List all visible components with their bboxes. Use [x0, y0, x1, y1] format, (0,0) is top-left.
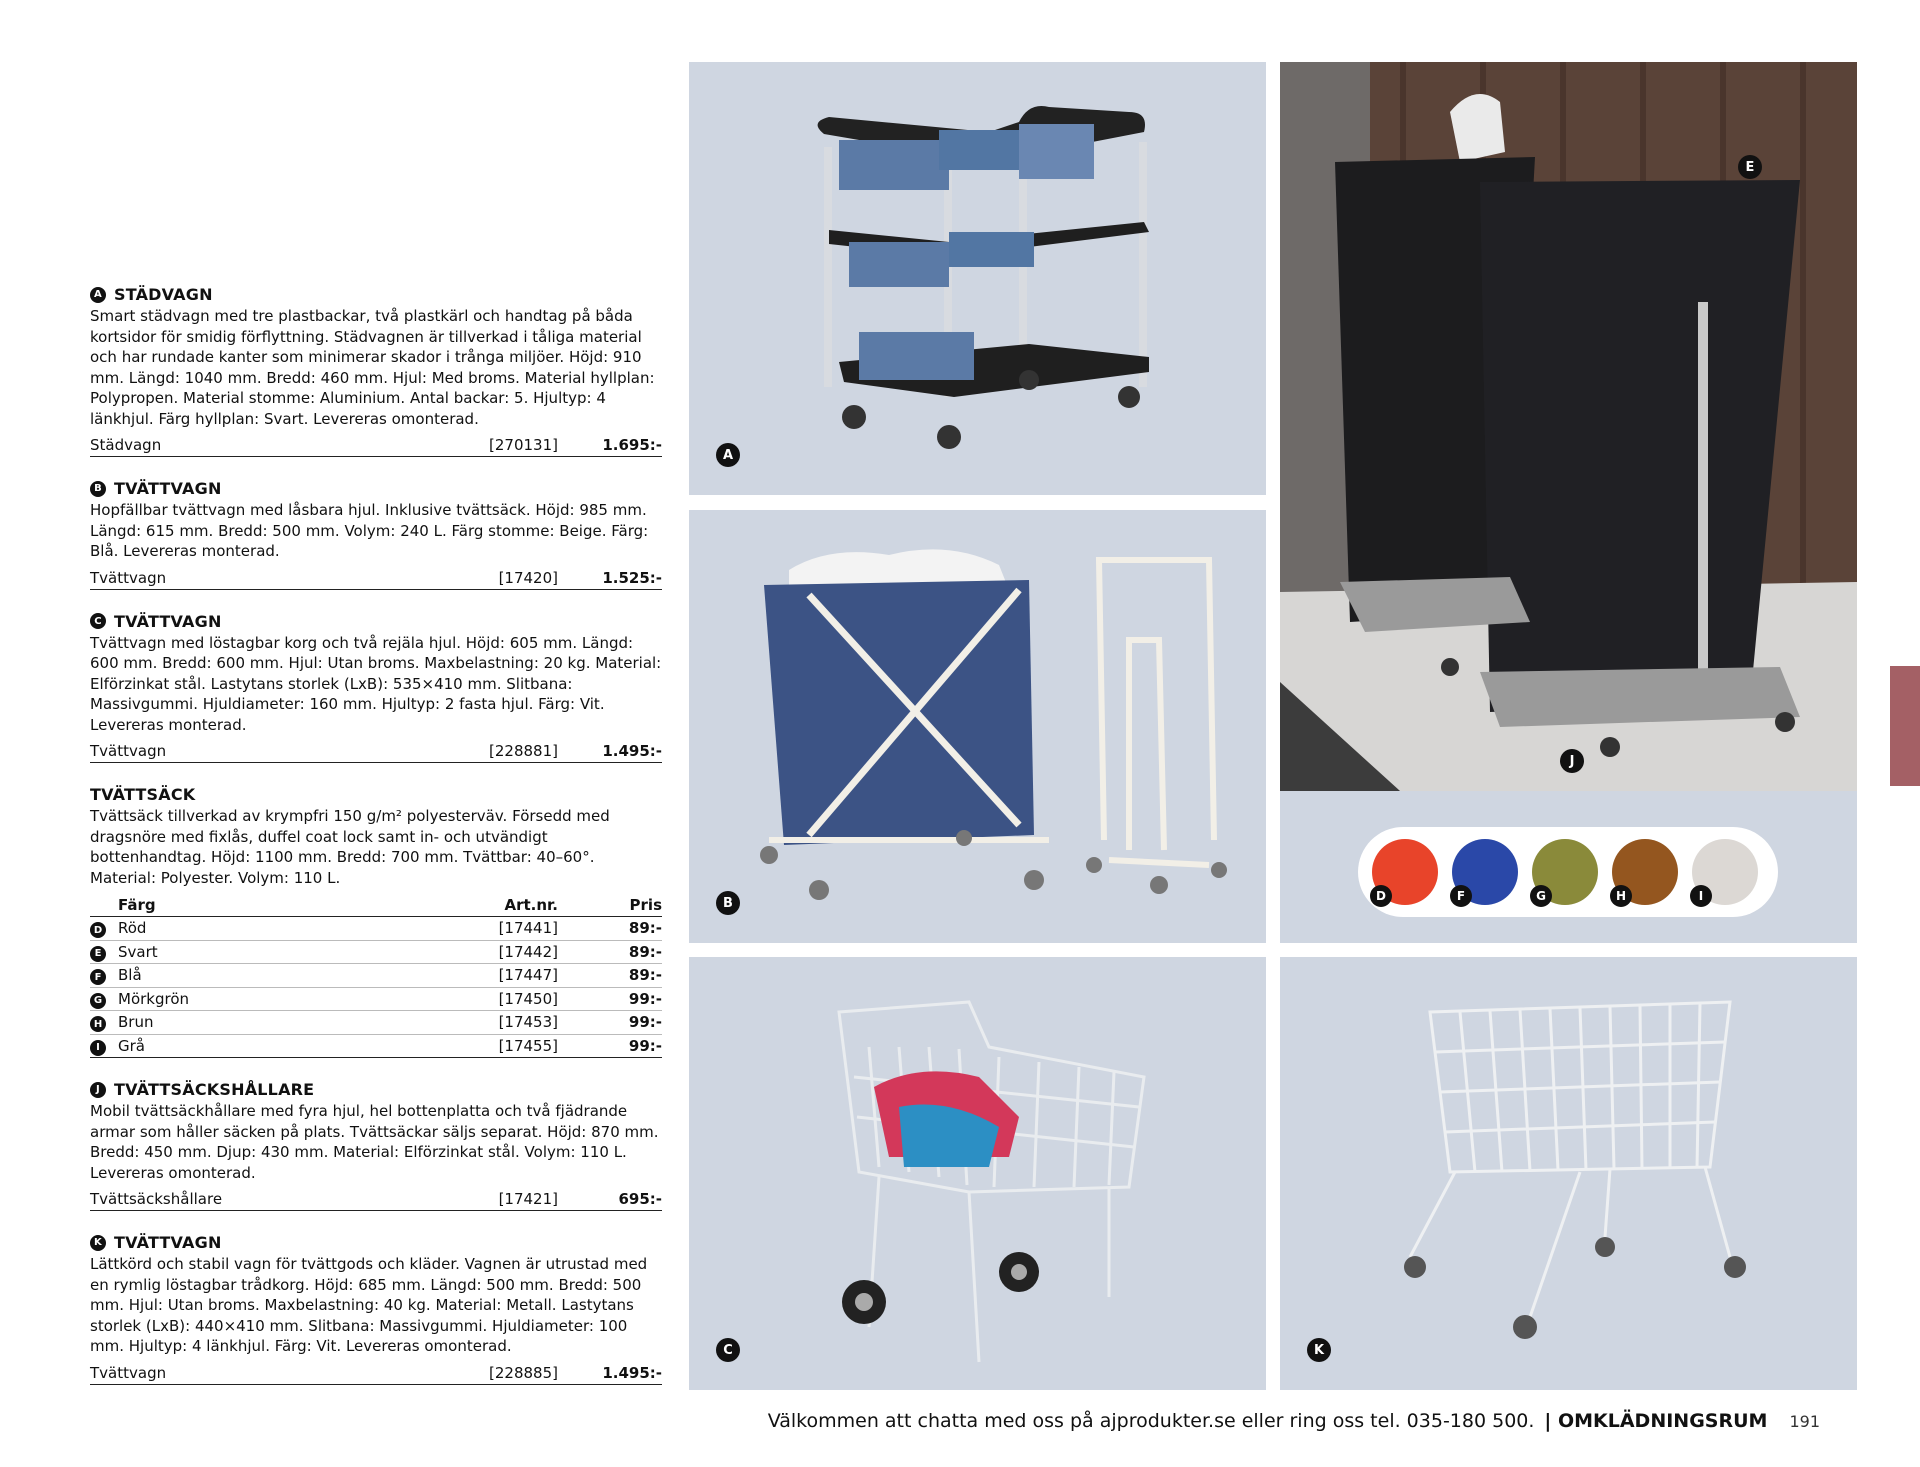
product-sack-heading	[90, 785, 662, 804]
table-row	[90, 917, 662, 941]
price: 1.525:-	[602, 568, 662, 587]
color-name: Blå	[118, 966, 142, 985]
article-number: [17447]	[498, 966, 558, 985]
letter-badge: F	[90, 969, 106, 985]
product-name: Tvättvagn	[90, 742, 167, 760]
photo-wire-laundry-cart	[689, 957, 1266, 1390]
article-number: [17455]	[498, 1036, 558, 1055]
price: 1.495:-	[602, 1363, 662, 1382]
product-a	[90, 285, 662, 457]
page-number: 191	[1789, 1412, 1820, 1431]
product-text-column	[90, 285, 662, 1407]
price: 99:-	[628, 989, 662, 1008]
letter-badge: A	[90, 287, 106, 303]
product-name: Tvättvagn	[90, 568, 167, 587]
sack-holders-illustration	[1280, 62, 1857, 791]
article-number: [17441]	[498, 919, 558, 938]
color-name: Brun	[118, 1013, 154, 1032]
article-number: [17442]	[498, 942, 558, 961]
swatch-red	[1372, 839, 1438, 905]
swatch-label: F	[1450, 885, 1472, 907]
footer-section: | OMKLÄDNINGSRUM	[1544, 1410, 1768, 1432]
swatch-pill	[1358, 827, 1778, 917]
price: 89:-	[628, 942, 662, 961]
footer-contact-text: Välkommen att chatta med oss på ajprodukter.se eller ring oss tel. 035-180 500.	[767, 1410, 1535, 1432]
cleaning-cart-illustration	[689, 62, 1266, 495]
price: 1.695:-	[602, 436, 662, 454]
product-j-description: Mobil tvättsäckhållare med fyra hjul, hel bottenplatta och två fjädrande armar som håller säcken på plats. Tvättsäckar säljs separat. Höjd: 870 mm. Bredd: 450 mm. Djup: 430 mm. Material: Elförzinkat stål. Volym: 110 L. Levereras omonterad.	[90, 1102, 659, 1182]
color-swatch-panel	[1280, 791, 1857, 943]
product-k-description: Lättkörd och stabil vagn för tvättgods och kläder. Vagnen är utrustad med en rymlig löstagbar trådkorg. Höjd: 685 mm. Längd: 500 mm. Bredd: 500 mm. Hjul: Utan broms. Maxbelastning: 40 kg. Material: Metall. Lastytans storlek (LxB): 440×410 mm. Slitbana: Massivgummi. Hjuldiameter: 100 mm. Hjultyp: 4 länkhjul. Färg: Vit. Levereras omonterad.	[90, 1255, 648, 1355]
article-number: [17453]	[498, 1013, 558, 1032]
product-b-description: Hopfällbar tvättvagn med låsbara hjul. Inklusive tvättsäck. Höjd: 985 mm. Längd: 615 mm. Bredd: 500 mm. Volym: 240 L. Färg stomme: Beige. Färg: Blå. Levereras monterad.	[90, 501, 649, 560]
photo-label-k: K	[1307, 1338, 1331, 1362]
product-name: Tvättsäckshållare	[90, 1190, 223, 1208]
swatch-blue	[1452, 839, 1518, 905]
swatch-label: G	[1530, 885, 1552, 907]
price: 695:-	[618, 1190, 662, 1208]
product-name: Tvättvagn	[90, 1363, 167, 1382]
product-b-title: TVÄTTVAGN	[114, 479, 222, 498]
product-c-heading	[90, 612, 662, 631]
product-k-heading	[90, 1233, 662, 1252]
photo-label-j: J	[1560, 749, 1584, 773]
table-row	[90, 964, 662, 988]
photo-label-a: A	[716, 443, 740, 467]
table-row	[90, 1011, 662, 1035]
price: 99:-	[628, 1013, 662, 1032]
photo-label-c: C	[716, 1338, 740, 1362]
color-name: Mörkgrön	[118, 989, 190, 1008]
letter-badge: E	[90, 946, 106, 962]
foldable-cart-illustration	[689, 510, 1266, 943]
product-c-title: TVÄTTVAGN	[114, 611, 222, 631]
wire-trolley-illustration	[1280, 957, 1857, 1390]
product-sack-title: TVÄTTSÄCK	[90, 785, 196, 804]
product-sack-description: Tvättsäck tillverkad av krympfri 150 g/m² polyesterväv. Försedd med dragsnöre med fixlås, duffel coat lock samt in- och utvändigt bottenhandtag. Höjd: 1100 mm. Bredd: 700 mm. Tvättbar: 40–60°. Material: Polyester. Volym: 110 L.	[90, 807, 610, 887]
letter-badge: D	[90, 922, 106, 938]
article-number: [228881]	[489, 742, 558, 760]
product-c	[90, 612, 662, 764]
col-price: Pris	[629, 896, 662, 914]
article-number: [270131]	[489, 436, 558, 454]
product-b-heading	[90, 479, 662, 498]
letter-badge: G	[90, 993, 106, 1009]
photo-cleaning-cart	[689, 62, 1266, 495]
product-name: Städvagn	[90, 436, 162, 454]
product-sack	[90, 785, 662, 1058]
color-name: Svart	[118, 942, 158, 961]
page-footer	[768, 1410, 1820, 1432]
color-name: Röd	[118, 919, 147, 938]
price: 1.495:-	[602, 742, 662, 760]
swatch-label: H	[1610, 885, 1632, 907]
letter-badge: C	[90, 613, 106, 629]
section-side-tab	[1890, 666, 1920, 786]
letter-badge: B	[90, 481, 106, 497]
letter-badge: H	[90, 1016, 106, 1032]
sack-variant-table	[90, 896, 662, 1058]
swatch-label: I	[1690, 885, 1712, 907]
photo-foldable-laundry-cart	[689, 510, 1266, 943]
article-number: [17450]	[498, 989, 558, 1008]
table-row	[90, 941, 662, 965]
product-k-price-line	[90, 1360, 662, 1385]
photo-laundry-sack-holders	[1280, 62, 1857, 791]
product-c-description: Tvättvagn med löstagbar korg och två rejäla hjul. Höjd: 605 mm. Längd: 600 mm. Bredd: 600 mm. Hjul: Utan broms. Maxbelastning: 20 kg. Material: Elförzinkat stål. Lastytans storlek (LxB): 535×410 mm. Slitbana: Massivgummi. Hjuldiameter: 160 mm. Hjultyp: 2 fasta hjul. Färg: Vit. Levereras monterad.	[90, 633, 662, 734]
swatch-brown	[1612, 839, 1678, 905]
swatch-dark-green	[1532, 839, 1598, 905]
letter-badge: K	[90, 1235, 106, 1251]
product-j-heading	[90, 1080, 662, 1099]
table-row	[90, 988, 662, 1012]
col-art: Art.nr.	[504, 896, 558, 914]
letter-badge: J	[90, 1082, 106, 1098]
price: 89:-	[628, 966, 662, 985]
article-number: [17421]	[498, 1190, 558, 1208]
product-b-price-line	[90, 565, 662, 590]
color-name: Grå	[118, 1036, 145, 1055]
letter-badge: I	[90, 1040, 106, 1056]
product-b	[90, 479, 662, 590]
product-j-price-line	[90, 1186, 662, 1211]
price: 89:-	[628, 919, 662, 938]
price: 99:-	[628, 1036, 662, 1055]
photo-wire-basket-trolley	[1280, 957, 1857, 1390]
photo-label-e: E	[1738, 155, 1762, 179]
product-j	[90, 1080, 662, 1211]
product-c-price-line	[90, 738, 662, 763]
table-header	[90, 896, 662, 917]
col-color: Färg	[118, 896, 156, 914]
product-k-title: TVÄTTVAGN	[114, 1233, 222, 1252]
swatch-grey	[1692, 839, 1758, 905]
wire-cart-illustration	[689, 957, 1266, 1390]
swatch-label: D	[1370, 885, 1392, 907]
table-row	[90, 1035, 662, 1058]
photo-label-b: B	[716, 891, 740, 915]
product-a-description: Smart städvagn med tre plastbackar, två plastkärl och handtag på båda kortsidor för smidig förflyttning. Städvagnen är tillverkad i tåliga material och har rundade kanter som minimerar skador i trånga miljöer. Höjd: 910 mm. Längd: 1040 mm. Bredd: 460 mm. Hjul: Med broms. Material hyllplan: Polypropen. Material stomme: Aluminium. Antal backar: 5. Hjultyp: 4 länkhjul. Färg hyllplan: Svart. Levereras omonterad.	[90, 307, 655, 428]
product-k	[90, 1233, 662, 1385]
article-number: [17420]	[498, 568, 558, 587]
product-a-title: STÄDVAGN	[114, 285, 213, 304]
product-a-price-line	[90, 432, 662, 457]
product-j-title: TVÄTTSÄCKSHÅLLARE	[114, 1080, 315, 1099]
product-a-heading	[90, 285, 662, 304]
article-number: [228885]	[489, 1363, 558, 1382]
